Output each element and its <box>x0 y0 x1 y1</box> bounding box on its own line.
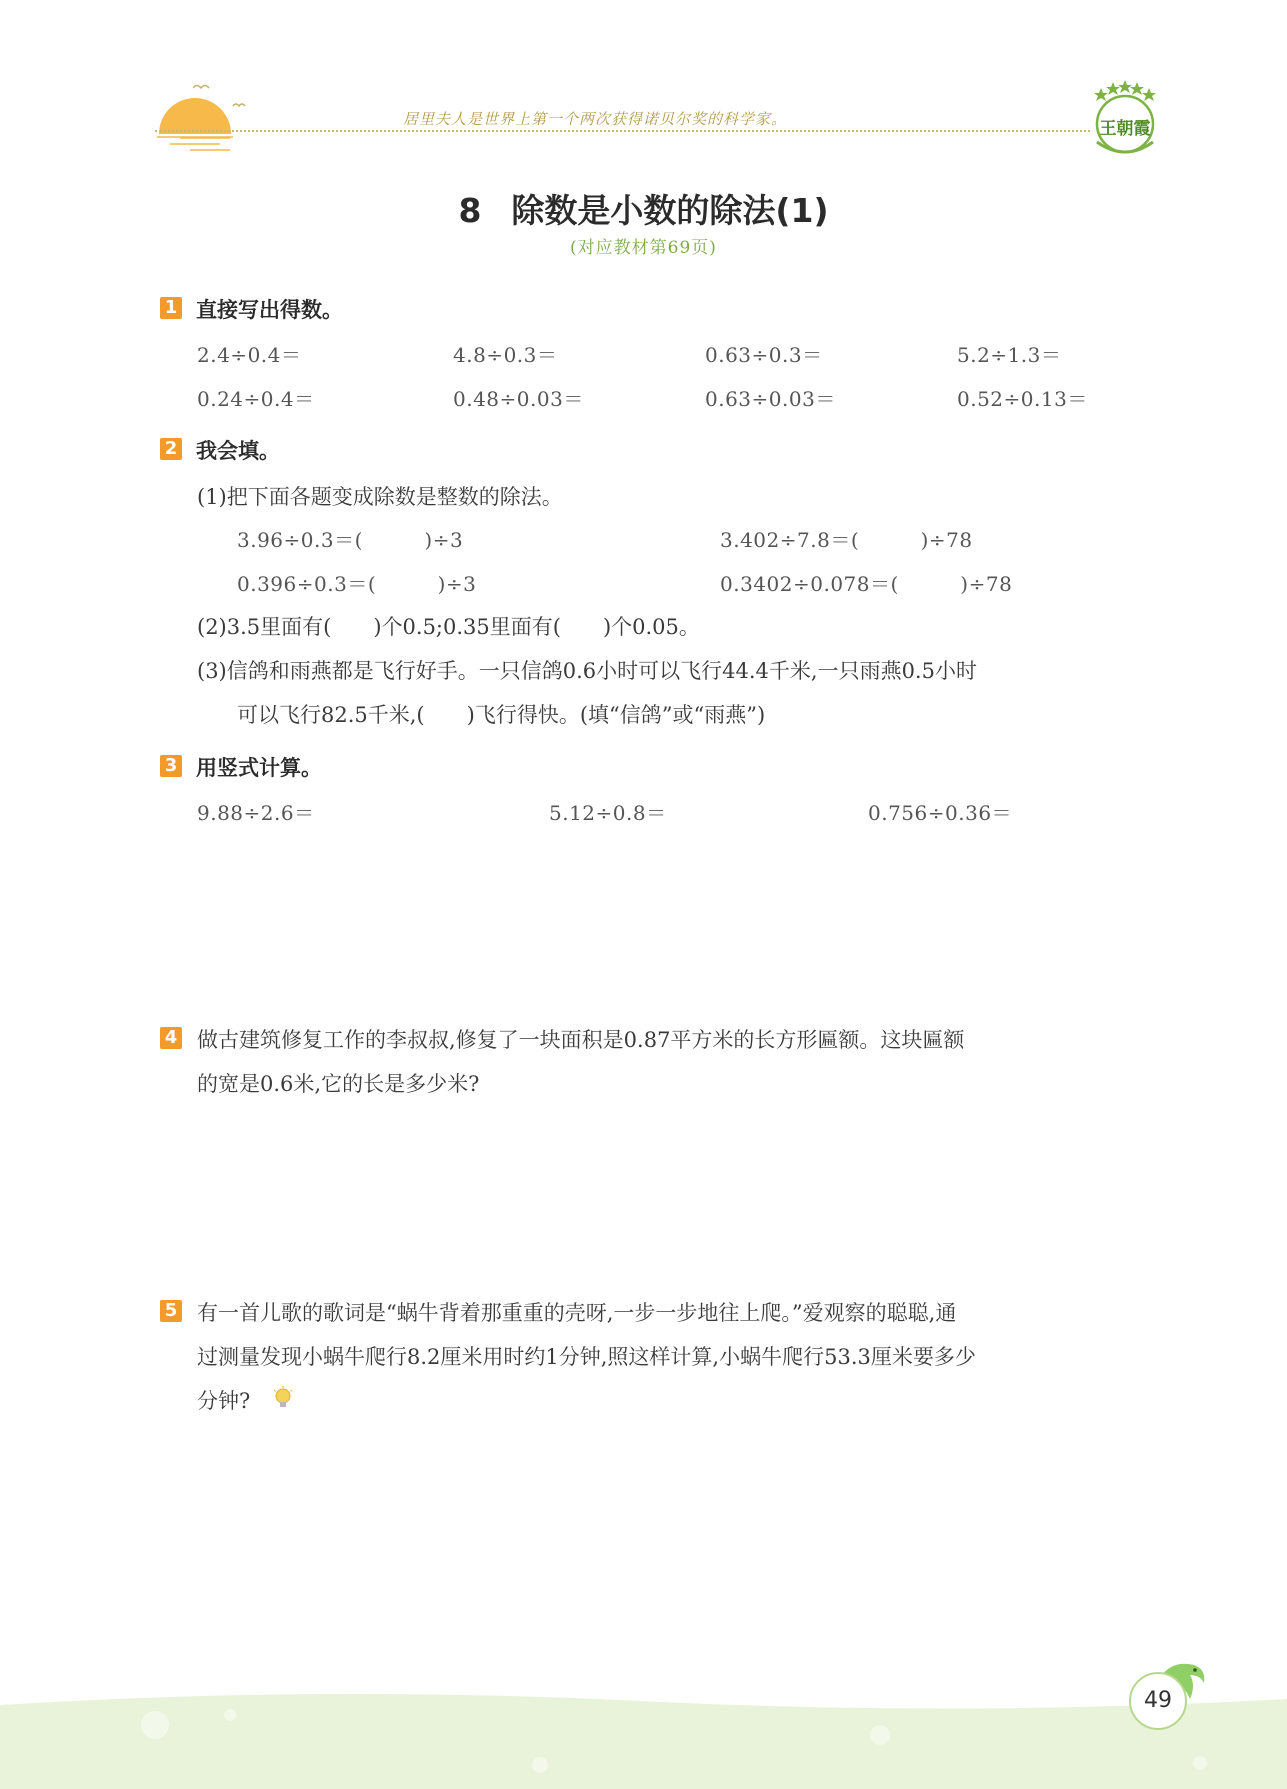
sub-question: (2)3.5里面有( )个0.5;0.35里面有( )个0.05。 <box>197 615 700 639</box>
calc-item: 0.24÷0.4＝ <box>197 387 315 411</box>
calc-item: 5.2÷1.3＝ <box>957 343 1062 367</box>
lesson-title: 除数是小数的除法(1) <box>511 191 829 230</box>
word-problem-text: 有一首儿歌的歌词是“蜗牛背着那重重的壳呀,一步一步地往上爬。”爱观察的聪聪,通 <box>197 1301 957 1325</box>
vertical-calc-item: 9.88÷2.6＝ <box>197 801 315 825</box>
fill-blank-equation: 0.396÷0.3＝( )÷3 <box>237 572 477 596</box>
word-problem-text: 分钟? <box>197 1389 251 1413</box>
birds-icon <box>193 80 253 120</box>
vertical-calc-item: 0.756÷0.36＝ <box>868 801 1013 825</box>
word-problem-text: 过测量发现小蜗牛爬行8.2厘米用时约1分钟,照这样计算,小蜗牛爬行53.3厘米要多少 <box>197 1345 976 1369</box>
textbook-reference: (对应教材第69页) <box>570 238 717 258</box>
question-number-badge: 3 <box>160 755 182 777</box>
lesson-number: 8 <box>458 191 482 230</box>
sun-reflection-lines <box>160 134 240 154</box>
sub-question: (3)信鸽和雨燕都是飞行好手。一只信鸽0.6小时可以飞行44.4千米,一只雨燕0.5小时 <box>197 659 977 683</box>
header-divider <box>155 130 1090 132</box>
vertical-calc-item: 5.12÷0.8＝ <box>549 801 667 825</box>
section-title: 用竖式计算。 <box>196 756 322 780</box>
page-title <box>0 185 1287 232</box>
calc-item: 0.48÷0.03＝ <box>453 387 584 411</box>
calc-item: 2.4÷0.4＝ <box>197 343 302 367</box>
calc-item: 4.8÷0.3＝ <box>453 343 558 367</box>
sub-question-continuation: 可以飞行82.5千米,( )飞行得快。(填“信鸽”或“雨燕”) <box>237 703 766 727</box>
lightbulb-icon <box>272 1386 294 1410</box>
section-title: 我会填。 <box>196 439 280 463</box>
section-title: 直接写出得数。 <box>196 298 343 322</box>
sub-question: (1)把下面各题变成除数是整数的除法。 <box>197 485 563 509</box>
calc-item: 0.52÷0.13＝ <box>957 387 1088 411</box>
question-number-badge: 2 <box>160 438 182 460</box>
calc-item: 0.63÷0.3＝ <box>705 343 823 367</box>
page-number: 49 <box>1129 1672 1187 1730</box>
calc-item: 0.63÷0.03＝ <box>705 387 836 411</box>
fill-blank-equation: 3.402÷7.8＝( )÷78 <box>720 528 973 552</box>
header-quote: 居里夫人是世界上第一个两次获得诺贝尔奖的科学家。 <box>402 110 787 128</box>
question-number-badge: 5 <box>160 1300 182 1322</box>
word-problem-text: 的宽是0.6米,它的长是多少米? <box>197 1072 480 1096</box>
logo-badge <box>1085 78 1165 162</box>
question-number-badge: 1 <box>160 297 182 319</box>
word-problem-text: 做古建筑修复工作的李叔叔,修复了一块面积是0.87平方米的长方形匾额。这块匾额 <box>197 1028 965 1052</box>
fill-blank-equation: 0.3402÷0.078＝( )÷78 <box>720 572 1013 596</box>
footer-decoration <box>0 1675 1287 1789</box>
question-number-badge: 4 <box>160 1027 182 1049</box>
svg-text:王朝霞: 王朝霞 <box>1099 119 1151 139</box>
fill-blank-equation: 3.96÷0.3＝( )÷3 <box>237 528 464 552</box>
